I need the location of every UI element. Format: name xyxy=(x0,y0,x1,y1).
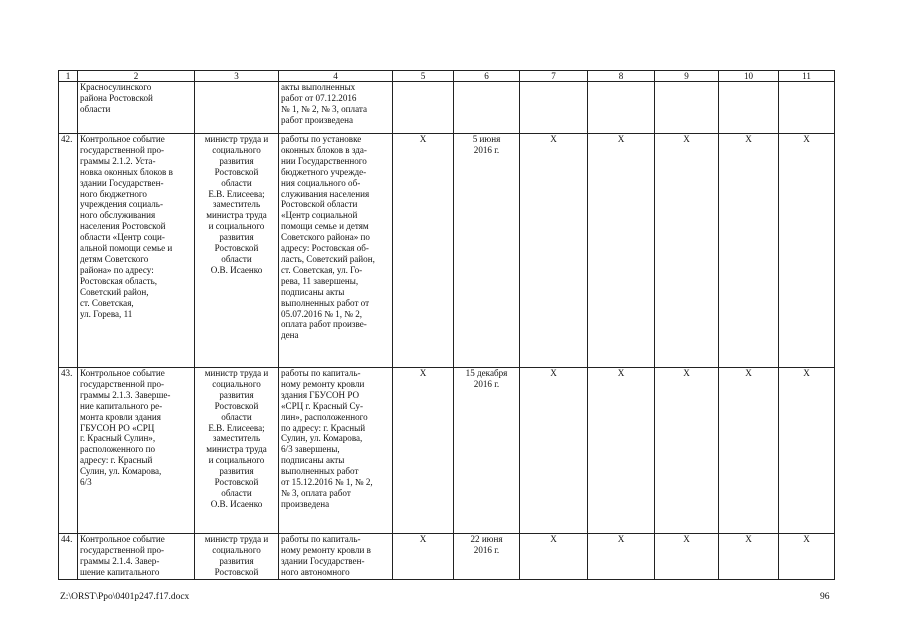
cell-line: населения Ростовской xyxy=(80,221,166,232)
cell-line: 05.07.2016 № 1, № 2, xyxy=(281,308,363,319)
cell-line: 2016 г. xyxy=(473,144,500,155)
header-cell: 10 xyxy=(719,71,779,82)
cell-line: Сулин, ул. Комарова, xyxy=(281,433,363,444)
cell-line: социального xyxy=(212,544,261,555)
cell-line: Ростовской xyxy=(214,400,259,411)
cell-line: развития xyxy=(219,155,254,166)
cell-line: министра труда xyxy=(206,210,267,221)
cell-line: ст. Советская, xyxy=(80,297,134,308)
cell-line: министра труда xyxy=(206,444,267,455)
cell-line: лин», расположенного xyxy=(281,411,368,422)
cell-line: области xyxy=(221,177,252,188)
cell-line: граммы 2.1.2. Уста- xyxy=(80,155,156,166)
table-row xyxy=(59,368,835,534)
cell-line: развития xyxy=(219,389,254,400)
cell-line: Ростовской xyxy=(214,477,259,488)
mark-cell: X xyxy=(588,534,655,580)
mark-cell: X xyxy=(655,134,719,368)
cell-line: ного обслуживания xyxy=(80,210,156,221)
cell-line: ние капитального ре- xyxy=(80,400,163,411)
cell-line: Советского района» по xyxy=(281,232,370,243)
header-cell: 6 xyxy=(454,71,520,82)
mark-cell: X xyxy=(779,368,835,534)
cell-line: 6/3 xyxy=(80,477,92,488)
cell-line: учреждения социаль- xyxy=(80,199,163,210)
cell-line: района» по адресу: xyxy=(80,264,154,275)
cell-line: помощи семье и детям xyxy=(281,221,369,232)
cell-line: 2016 г. xyxy=(473,378,500,389)
mark-cell: X xyxy=(393,368,454,534)
mark-cell xyxy=(588,82,655,134)
cell-line: ст. Советская, ул. Го- xyxy=(281,264,363,275)
cell-line: области «Центр соци- xyxy=(80,232,165,243)
cell-line: дена xyxy=(281,330,299,341)
cell-line: государственной про- xyxy=(80,144,165,155)
mark-cell: X xyxy=(520,534,588,580)
cell-line: социального xyxy=(212,144,261,155)
header-row xyxy=(59,71,835,82)
cell-line: акты выполненных xyxy=(281,82,356,92)
header-cell: 2 xyxy=(78,71,195,82)
cell-line: Ростовской xyxy=(214,566,259,577)
cell-line: работ произведена xyxy=(281,114,354,125)
cell-line: здании Государствен- xyxy=(281,555,365,566)
cell-line: «СРЦ г. Красный Су- xyxy=(281,400,363,411)
cell-line: Контрольное событие xyxy=(80,534,165,544)
row-number-cell xyxy=(59,82,78,134)
table-row xyxy=(59,82,835,134)
date-cell xyxy=(454,534,520,580)
cell-line: здания ГБУСОН РО xyxy=(281,389,360,400)
cell-line: государственной про- xyxy=(80,544,165,555)
cell-line: министр труда и xyxy=(204,134,269,144)
event-cell xyxy=(78,134,195,368)
cell-line: детям Советского xyxy=(80,253,149,264)
cell-line: «Центр социальной xyxy=(281,210,358,221)
cell-line: работы по капиталь- xyxy=(281,368,361,378)
cell-line: здании Государствен- xyxy=(80,177,164,188)
cell-line: № 3, оплата работ xyxy=(281,487,351,498)
cell-line: Ростовской xyxy=(214,243,259,254)
cell-line: 6/3 завершены, xyxy=(281,444,340,455)
result-cell xyxy=(279,134,393,368)
cell-line: ному ремонту кровли в xyxy=(281,544,371,555)
cell-line: Е.В. Елисеева; xyxy=(208,188,265,199)
cell-line: расположенного по xyxy=(80,444,155,455)
cell-line: произведена xyxy=(281,498,330,509)
mark-cell xyxy=(655,82,719,134)
header-cell: 3 xyxy=(195,71,279,82)
cell-line: шение капитального xyxy=(80,566,160,577)
cell-line: новка оконных блоков в xyxy=(80,166,173,177)
cell-line: ного бюджетного xyxy=(80,188,147,199)
responsible-cell xyxy=(195,534,279,580)
cell-line: Советский район, xyxy=(80,286,149,297)
cell-line: области xyxy=(80,103,111,114)
mark-cell: X xyxy=(393,134,454,368)
event-cell xyxy=(78,82,195,134)
header-cell: 9 xyxy=(655,71,719,82)
cell-line: Сулин, ул. Комарова, xyxy=(80,466,162,477)
cell-line: Ростовской xyxy=(214,166,259,177)
cell-line: от 15.12.2016 № 1, № 2, xyxy=(281,477,373,488)
cell-line: Ростовская область, xyxy=(80,275,158,286)
cell-line: 22 июня xyxy=(470,534,503,544)
mark-cell: X xyxy=(719,534,779,580)
cell-line: монта кровли здания xyxy=(80,411,161,422)
event-cell xyxy=(78,368,195,534)
cell-line: области xyxy=(221,411,252,422)
footer-page-number: 96 xyxy=(820,592,830,602)
cell-line: Контрольное событие xyxy=(80,368,165,378)
cell-line: О.В. Исаенко xyxy=(210,498,263,509)
cell-line: Е.В. Елисеева; xyxy=(208,422,265,433)
cell-line: оплата работ произве- xyxy=(281,319,367,330)
table-row xyxy=(59,134,835,368)
result-cell xyxy=(279,82,393,134)
cell-line: № 1, № 2, № 3, оплата xyxy=(281,103,368,114)
mark-cell: X xyxy=(393,534,454,580)
cell-line: адресу: г. Красный xyxy=(80,455,153,466)
row-number-cell: 43. xyxy=(59,368,78,534)
plan-table xyxy=(58,70,835,580)
header-cell: 4 xyxy=(279,71,393,82)
cell-line: оконных блоков в зда- xyxy=(281,144,367,155)
header-cell: 8 xyxy=(588,71,655,82)
cell-line: работ от 07.12.2016 xyxy=(281,92,357,103)
mark-cell xyxy=(719,82,779,134)
header-cell: 11 xyxy=(779,71,835,82)
cell-line: выполненных работ xyxy=(281,466,359,477)
cell-line: развития xyxy=(219,555,254,566)
header-cell: 1 xyxy=(59,71,78,82)
cell-line: 2016 г. xyxy=(473,544,500,555)
cell-line: ГБУСОН РО «СРЦ xyxy=(80,422,155,433)
header-cell: 5 xyxy=(393,71,454,82)
cell-line: заместитель xyxy=(212,433,261,444)
table-row xyxy=(59,534,835,580)
mark-cell: X xyxy=(655,368,719,534)
cell-line: ния социального об- xyxy=(281,177,361,188)
cell-line: и социального xyxy=(208,221,265,232)
event-cell xyxy=(78,534,195,580)
cell-line: социального xyxy=(212,378,261,389)
mark-cell: X xyxy=(779,534,835,580)
mark-cell: X xyxy=(779,134,835,368)
mark-cell: X xyxy=(588,368,655,534)
cell-line: подписаны акты xyxy=(281,455,345,466)
cell-line: ному ремонту кровли xyxy=(281,378,365,389)
mark-cell: X xyxy=(520,134,588,368)
mark-cell: X xyxy=(719,368,779,534)
cell-line: служивания населения xyxy=(281,188,370,199)
cell-line: адресу: Ростовская об- xyxy=(281,243,369,254)
row-number-cell: 44. xyxy=(59,534,78,580)
responsible-cell xyxy=(195,82,279,134)
cell-line: ласть, Советский район, xyxy=(281,253,375,264)
result-cell xyxy=(279,368,393,534)
cell-line: граммы 2.1.4. Завер- xyxy=(80,555,160,566)
cell-line: г. Красный Сулин», xyxy=(80,433,156,444)
cell-line: по адресу: г. Красный xyxy=(281,422,366,433)
mark-cell: X xyxy=(719,134,779,368)
cell-line: министр труда и xyxy=(204,534,269,544)
cell-line: министр труда и xyxy=(204,368,269,378)
cell-line: бюджетного учрежде- xyxy=(281,166,367,177)
mark-cell xyxy=(779,82,835,134)
cell-line: и социального xyxy=(208,455,265,466)
responsible-cell xyxy=(195,368,279,534)
date-cell xyxy=(454,368,520,534)
cell-line: О.В. Исаенко xyxy=(210,264,263,275)
responsible-cell xyxy=(195,134,279,368)
cell-line: 15 декабря xyxy=(465,368,508,378)
mark-cell xyxy=(520,82,588,134)
cell-line: Контрольное событие xyxy=(80,134,165,144)
cell-line: альной помощи семье и xyxy=(80,243,173,254)
cell-line: граммы 2.1.3. Заверше- xyxy=(80,389,171,400)
mark-cell xyxy=(393,82,454,134)
cell-line: области xyxy=(221,253,252,264)
cell-line: нии Государственного xyxy=(281,155,367,166)
cell-line: заместитель xyxy=(212,199,261,210)
cell-line: развития xyxy=(219,466,254,477)
date-cell xyxy=(454,134,520,368)
cell-line: Красносулинского xyxy=(80,82,152,92)
date-cell xyxy=(454,82,520,134)
cell-line: 5 июня xyxy=(472,134,501,144)
mark-cell: X xyxy=(588,134,655,368)
mark-cell: X xyxy=(655,534,719,580)
cell-line: области xyxy=(221,487,252,498)
result-cell xyxy=(279,534,393,580)
cell-line: развития xyxy=(219,232,254,243)
cell-line: работы по капиталь- xyxy=(281,534,361,544)
cell-line: выполненных работ от xyxy=(281,297,370,308)
row-number-cell: 42. xyxy=(59,134,78,368)
cell-line: подписаны акты xyxy=(281,286,345,297)
cell-line: работы по установке xyxy=(281,134,362,144)
cell-line: государственной про- xyxy=(80,378,165,389)
cell-line: района Ростовской xyxy=(80,92,153,103)
header-cell: 7 xyxy=(520,71,588,82)
footer-file-path: Z:\ORST\Ppo\0401p247.f17.docx xyxy=(60,592,190,602)
cell-line: Ростовской области xyxy=(281,199,358,210)
cell-line: ного автономного xyxy=(281,566,350,577)
cell-line: рева, 11 завершены, xyxy=(281,275,359,286)
cell-line: ул. Горева, 11 xyxy=(80,308,133,319)
mark-cell: X xyxy=(520,368,588,534)
